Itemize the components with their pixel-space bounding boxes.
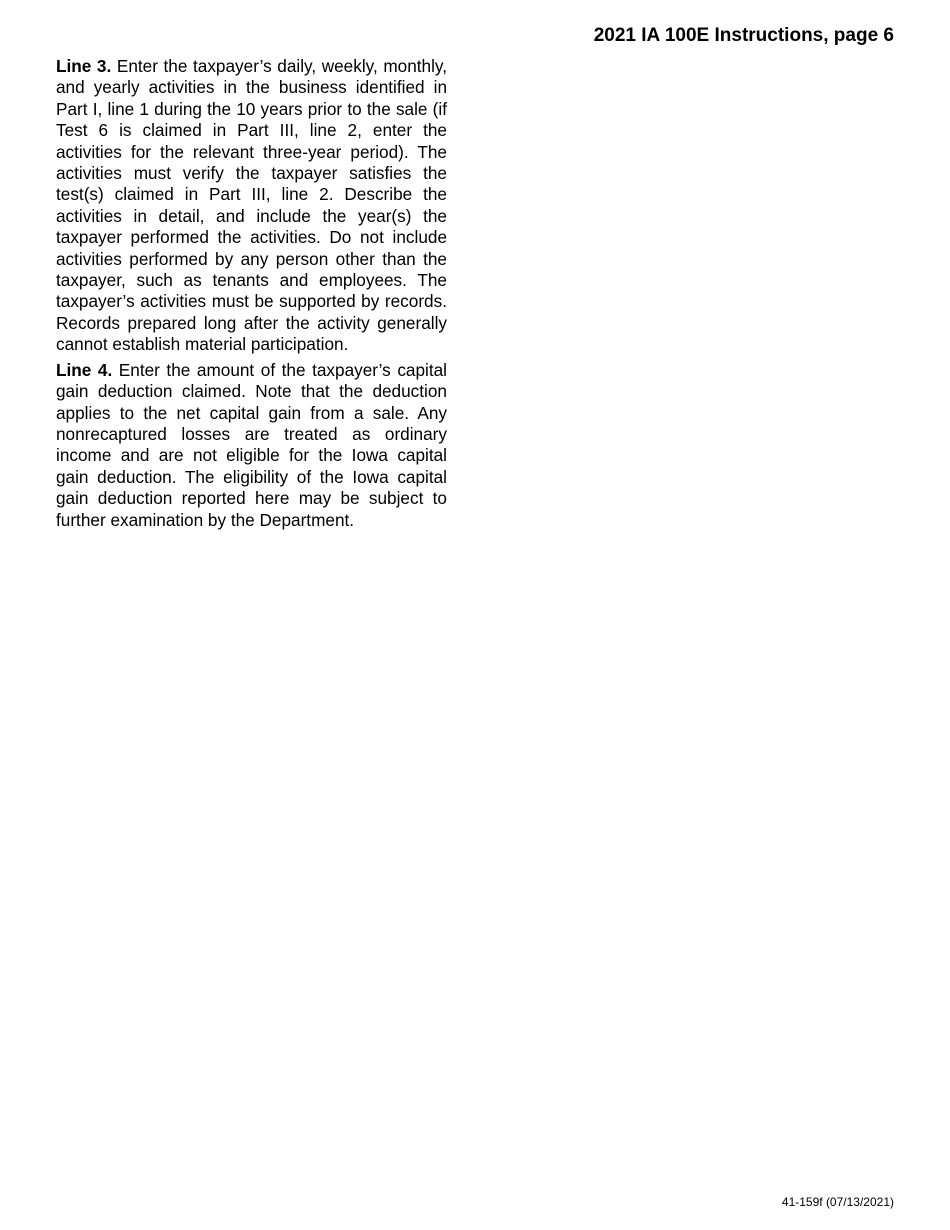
line-3-label: Line 3. [56,56,112,76]
line-4-label: Line 4. [56,359,113,380]
instructions-column [56,56,447,535]
line-3-text: Enter the taxpayer’s daily, weekly, monthly, and yearly activities in the business identified in Part I, line 1 during the 10 years prior to the sale (if Test 6 is claimed in Part III, line 2, enter the activities for the relevant three-year period). The activities must verify the taxpayer satisfies the test(s) claimed in Part III, line 2. Describe the activities in detail, and include the year(s) the taxpayer performed the activities. Do not include activities performed by any person other than the taxpayer, such as tenants and employees. The taxpayer’s activities must be supported by records. Records prepared long after the activity generally cannot establish material participation. [56,56,447,355]
line-3-paragraph [56,56,447,356]
line-4-text: Enter the amount of the taxpayer’s capital gain deduction claimed. Note that the deduction applies to the net capital gain from a sale. Any nonrecaptured losses are treated as ordinary income and are not eligible for the Iowa capital gain deduction. The eligibility of the Iowa capital gain deduction reported here may be subject to further examination by the Department. [56,359,447,530]
form-code-footer: 41-159f (07/13/2021) [781,1195,894,1209]
line-4-paragraph [56,360,447,531]
page-header-title: 2021 IA 100E Instructions, page 6 [593,25,894,46]
